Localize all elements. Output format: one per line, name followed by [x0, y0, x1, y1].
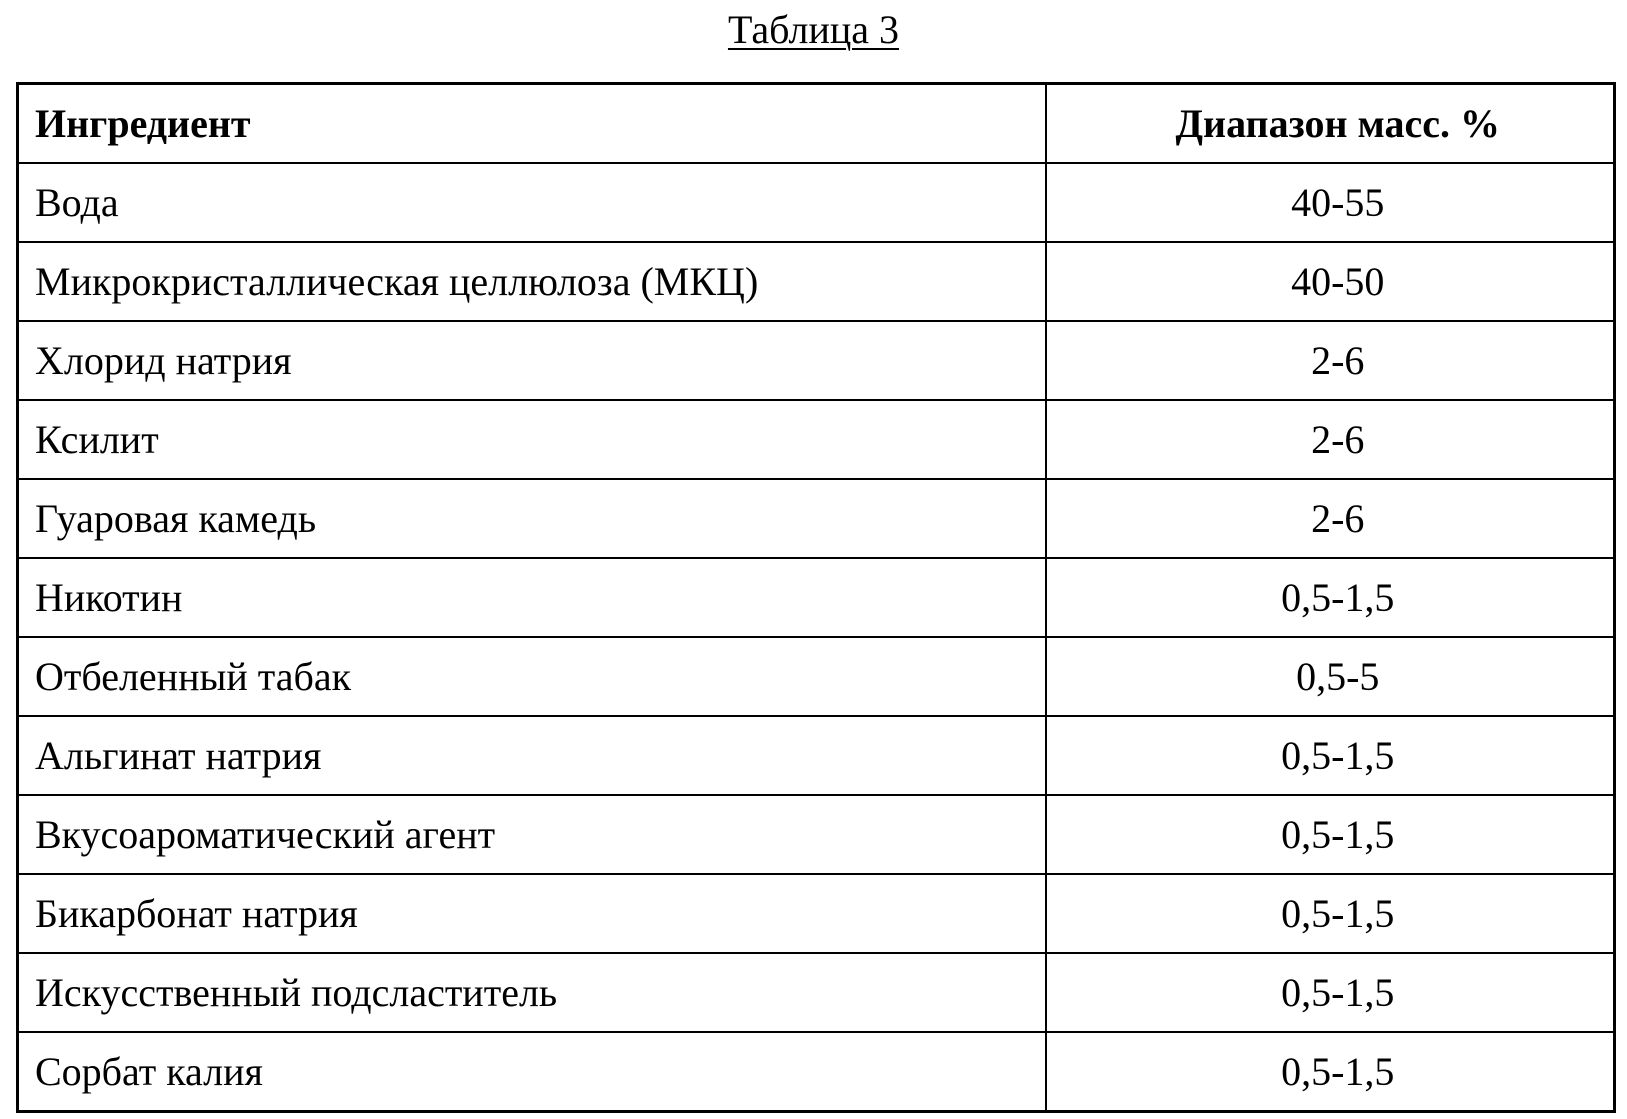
ingredient-cell: Бикарбонат натрия: [18, 874, 1046, 953]
ingredient-cell: Гуаровая камедь: [18, 479, 1046, 558]
table-header-row: [18, 84, 1615, 164]
table-title: [0, 6, 1627, 54]
column-header-range: Диапазон масс. %: [1046, 84, 1615, 164]
table-row: [18, 479, 1615, 558]
range-cell: 0,5-1,5: [1046, 716, 1615, 795]
ingredient-cell: Вкусоароматический агент: [18, 795, 1046, 874]
range-cell: 0,5-1,5: [1046, 874, 1615, 953]
ingredient-cell: Искусственный подсластитель: [18, 953, 1046, 1032]
table-row: [18, 795, 1615, 874]
range-cell: 0,5-1,5: [1046, 953, 1615, 1032]
table-row: [18, 558, 1615, 637]
ingredients-table: [16, 82, 1616, 1113]
column-header-ingredient: Ингредиент: [18, 84, 1046, 164]
range-cell: 0,5-1,5: [1046, 1032, 1615, 1112]
ingredient-cell: Ксилит: [18, 400, 1046, 479]
range-cell: 40-50: [1046, 242, 1615, 321]
range-cell: 0,5-1,5: [1046, 795, 1615, 874]
table-row: [18, 874, 1615, 953]
ingredient-cell: Микрокристаллическая целлюлоза (МКЦ): [18, 242, 1046, 321]
range-cell: 40-55: [1046, 163, 1615, 242]
ingredient-cell: Сорбат калия: [18, 1032, 1046, 1112]
range-cell: 2-6: [1046, 400, 1615, 479]
table-row: [18, 953, 1615, 1032]
table-row: [18, 321, 1615, 400]
ingredient-cell: Отбеленный табак: [18, 637, 1046, 716]
range-cell: 2-6: [1046, 321, 1615, 400]
range-cell: 0,5-5: [1046, 637, 1615, 716]
range-cell: 2-6: [1046, 479, 1615, 558]
ingredient-cell: Хлорид натрия: [18, 321, 1046, 400]
range-cell: 0,5-1,5: [1046, 558, 1615, 637]
table-row: [18, 163, 1615, 242]
table-row: [18, 242, 1615, 321]
table-title-text: Таблица 3: [728, 7, 899, 52]
table-row: [18, 1032, 1615, 1112]
table-row: [18, 400, 1615, 479]
ingredient-cell: Вода: [18, 163, 1046, 242]
table-row: [18, 637, 1615, 716]
table-row: [18, 716, 1615, 795]
ingredient-cell: Никотин: [18, 558, 1046, 637]
ingredient-cell: Альгинат натрия: [18, 716, 1046, 795]
